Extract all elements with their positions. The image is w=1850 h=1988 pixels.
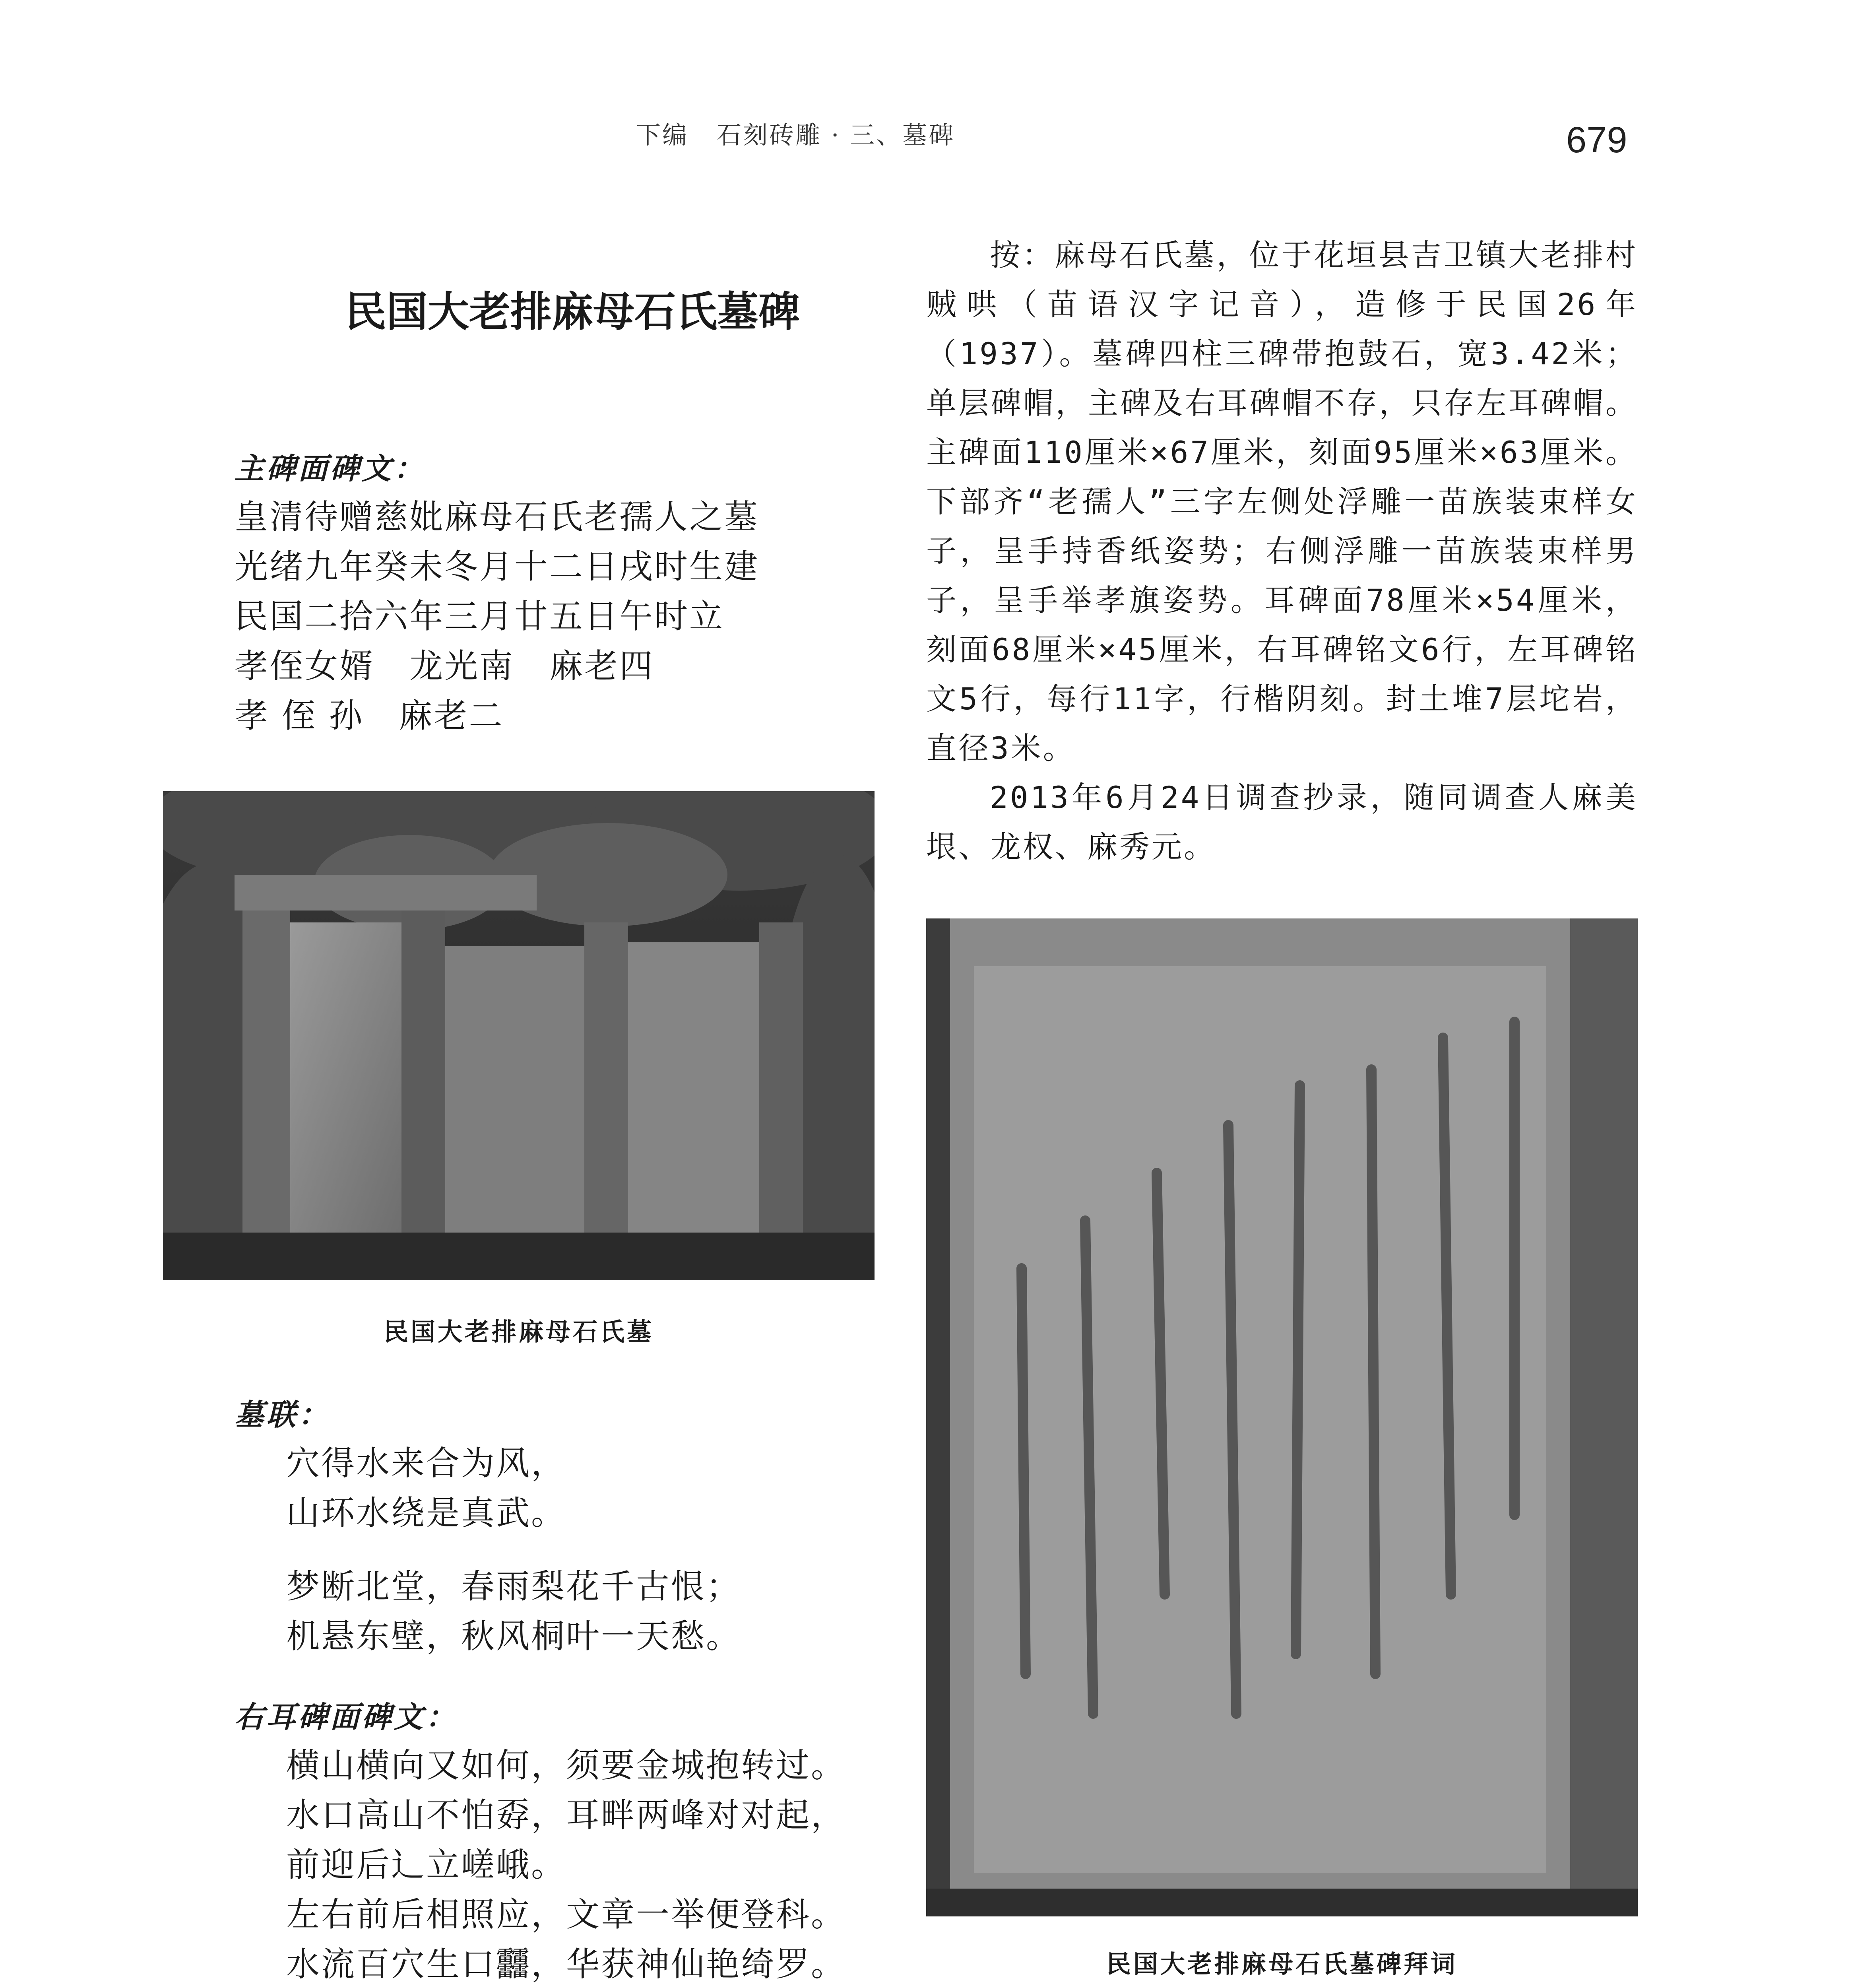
- main-face-line: 皇清待赠慈妣麻母石氏老孺人之墓: [235, 497, 760, 536]
- couplet-line: 穴得水来合为风，: [286, 1444, 566, 1483]
- tomb-photo-caption: 民国大老排麻母石氏墓: [383, 1317, 654, 1346]
- right-ear-line: 前迎后辶立嵯峨。: [286, 1845, 566, 1884]
- main-face-line: 光绪九年癸未冬月十二日戌时生建: [235, 547, 760, 586]
- tomb-photo: [163, 791, 875, 1280]
- page-number: 679: [1566, 120, 1627, 160]
- stele-photo: [926, 918, 1638, 1916]
- main-face-line: 孝 侄 孙 麻老二: [235, 696, 504, 735]
- right-ear-section: [235, 1694, 950, 1988]
- right-ear-line: 水流百穴生口䨻，华获神仙艳绮罗。: [286, 1945, 846, 1984]
- right-ear-line: 横山横向又如何，须要金城抱转过。: [286, 1746, 846, 1785]
- couplet-line: 机悬东壁，秋风桐叶一天愁。: [286, 1617, 741, 1656]
- note-paragraph: 按：麻母石氏墓，位于花垣县吉卫镇大老排村贼哄（苗语汉字记音），造修于民国26年（1937）。墓碑四柱三碑带抱鼓石，宽3.42米；单层碑帽，主碑及右耳碑帽不存，只存左耳碑帽。主碑面110厘米×67厘米，刻面95厘米×63厘米。下部齐“老孺人”三字左侧处浮雕一苗族装束样女子，呈手持香纸姿势；右侧浮雕一苗族装束样男子，呈手举孝旗姿势。耳碑面78厘米×54厘米，刻面68厘米×45厘米，右耳碑铭文6行，左耳碑铭文5行，每行11字，行楷阴刻。封土堆7层坨岩，直径3米。: [926, 237, 1638, 766]
- right-ear-line: 水口高山不怕孬，耳畔两峰对对起，: [286, 1796, 846, 1835]
- main-face-line: 孝侄女婿 龙光南 麻老四: [235, 646, 655, 685]
- main-face-line: 民国二拾六年三月廿五日午时立: [235, 597, 725, 636]
- note-paragraph: 2013年6月24日调查抄录，随同调查人麻美垠、龙权、麻秀元。: [926, 780, 1638, 864]
- couplet-label: 墓联：: [235, 1398, 330, 1432]
- main-face-label: 主碑面碑文：: [235, 452, 425, 486]
- right-ear-label: 右耳碑面碑文：: [235, 1700, 457, 1734]
- running-head: 下编 石刻砖雕 · 三、墓碑: [636, 120, 955, 149]
- main-face-section: [235, 445, 950, 741]
- stele-photo-caption: 民国大老排麻母石氏墓碑拜词: [1106, 1949, 1458, 1978]
- article-title: 民国大老排麻母石氏墓碑: [345, 287, 800, 336]
- couplet-line: 梦断北堂，春雨梨花千古恨；: [286, 1567, 741, 1606]
- couplet-section: [235, 1392, 950, 1661]
- right-ear-line: 左右前后相照应，文章一举便登科。: [286, 1895, 846, 1934]
- couplet-line: 山环水绕是真武。: [286, 1493, 566, 1532]
- article-note: [926, 231, 1638, 872]
